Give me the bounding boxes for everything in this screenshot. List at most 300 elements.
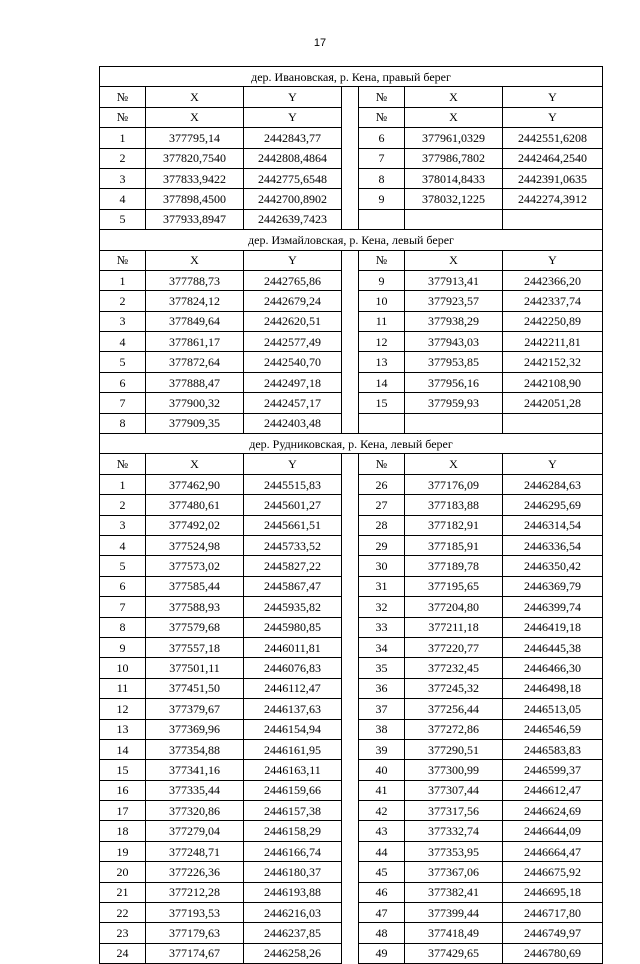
table-cell: 377585,44 (146, 576, 244, 596)
table-row (100, 760, 603, 780)
table-cell: 2446624,69 (503, 801, 603, 821)
column-gap (342, 841, 359, 861)
section-title-row (100, 67, 603, 87)
table-row (100, 699, 603, 719)
table-row (100, 882, 603, 902)
table-cell (503, 209, 603, 229)
table-cell: 377429,65 (405, 943, 503, 963)
column-gap (342, 617, 359, 637)
table-cell: 377182,91 (405, 515, 503, 535)
table-row (100, 372, 603, 392)
table-cell: 2442464,2540 (503, 148, 603, 168)
header-cell: X (146, 454, 244, 474)
table-cell: 377462,90 (146, 474, 244, 494)
header-cell: Y (244, 454, 342, 474)
table-cell: 2442108,90 (503, 372, 603, 392)
table-cell: 33 (359, 617, 405, 637)
table-row (100, 189, 603, 209)
column-gap (342, 495, 359, 515)
header-cell: Y (244, 87, 342, 107)
table-row (100, 576, 603, 596)
header-cell: Y (244, 107, 342, 127)
coordinates-table-body (100, 67, 603, 964)
column-gap (342, 148, 359, 168)
column-gap (342, 372, 359, 392)
table-cell: 2445827,22 (244, 556, 342, 576)
table-row (100, 515, 603, 535)
section-title: дер. Рудниковская, р. Кена, левый берег (100, 434, 603, 454)
table-row (100, 801, 603, 821)
table-cell: 377872,64 (146, 352, 244, 372)
table-cell: 2446216,03 (244, 903, 342, 923)
table-cell: 2 (100, 495, 146, 515)
table-cell: 2442551,6208 (503, 128, 603, 148)
table-row (100, 841, 603, 861)
table-cell: 3 (100, 168, 146, 188)
table-cell: 2442700,8902 (244, 189, 342, 209)
table-cell: 377379,67 (146, 699, 244, 719)
table-cell: 377179,63 (146, 923, 244, 943)
table-row (100, 128, 603, 148)
column-gap (342, 332, 359, 352)
table-cell: 377943,03 (405, 332, 503, 352)
table-cell: 378032,1225 (405, 189, 503, 209)
table-cell: 2445601,27 (244, 495, 342, 515)
table-cell: 2442152,32 (503, 352, 603, 372)
table-cell: 2442497,18 (244, 372, 342, 392)
table-cell: 29 (359, 535, 405, 555)
column-gap (342, 107, 359, 127)
table-cell: 9 (359, 270, 405, 290)
table-row (100, 332, 603, 352)
table-cell: 2442403,48 (244, 413, 342, 433)
table-cell: 44 (359, 841, 405, 861)
table-cell: 8 (100, 617, 146, 637)
table-cell: 2442843,77 (244, 128, 342, 148)
table-cell: 2442366,20 (503, 270, 603, 290)
table-cell: 378014,8433 (405, 168, 503, 188)
table-cell: 2446664,47 (503, 841, 603, 861)
header-cell: X (405, 454, 503, 474)
table-cell: 14 (100, 739, 146, 759)
table-cell: 21 (100, 882, 146, 902)
table-cell: 377185,91 (405, 535, 503, 555)
table-cell: 3 (100, 515, 146, 535)
table-row (100, 535, 603, 555)
table-row (100, 678, 603, 698)
table-cell: 377953,85 (405, 352, 503, 372)
table-row (100, 780, 603, 800)
header-row (100, 107, 603, 127)
table-cell: 377290,51 (405, 739, 503, 759)
table-cell: 377226,36 (146, 862, 244, 882)
table-cell: 2446237,85 (244, 923, 342, 943)
table-cell: 11 (359, 311, 405, 331)
table-cell: 2446675,92 (503, 862, 603, 882)
table-row (100, 637, 603, 657)
table-cell: 377795,14 (146, 128, 244, 148)
table-row (100, 311, 603, 331)
column-gap (342, 168, 359, 188)
table-cell: 36 (359, 678, 405, 698)
column-gap (342, 780, 359, 800)
table-cell (405, 209, 503, 229)
table-cell: 377354,88 (146, 739, 244, 759)
table-cell: 377204,80 (405, 597, 503, 617)
table-cell: 377300,99 (405, 760, 503, 780)
table-cell: 2445980,85 (244, 617, 342, 637)
header-cell: № (359, 454, 405, 474)
column-gap (342, 903, 359, 923)
column-gap (342, 393, 359, 413)
table-cell: 2 (100, 148, 146, 168)
table-cell: 49 (359, 943, 405, 963)
table-cell: 2445733,52 (244, 535, 342, 555)
table-cell: 15 (359, 393, 405, 413)
section-title: дер. Ивановская, р. Кена, правый берег (100, 67, 603, 87)
table-cell: 2445515,83 (244, 474, 342, 494)
table-cell: 377195,65 (405, 576, 503, 596)
column-gap (342, 291, 359, 311)
column-gap (342, 637, 359, 657)
table-cell: 377183,88 (405, 495, 503, 515)
table-cell: 22 (100, 903, 146, 923)
table-cell: 377938,29 (405, 311, 503, 331)
table-cell: 8 (100, 413, 146, 433)
table-cell: 377888,47 (146, 372, 244, 392)
table-cell: 377399,44 (405, 903, 503, 923)
table-cell: 377451,50 (146, 678, 244, 698)
column-gap (342, 270, 359, 290)
section-title-row (100, 434, 603, 454)
header-cell: № (100, 87, 146, 107)
table-cell: 377524,98 (146, 535, 244, 555)
table-cell: 377176,09 (405, 474, 503, 494)
column-gap (342, 515, 359, 535)
table-cell: 377211,18 (405, 617, 503, 637)
column-gap (342, 658, 359, 678)
table-cell: 2446780,69 (503, 943, 603, 963)
table-cell: 9 (100, 637, 146, 657)
table-cell: 2442391,0635 (503, 168, 603, 188)
table-cell: 377369,96 (146, 719, 244, 739)
table-cell: 2446157,38 (244, 801, 342, 821)
table-cell: 7 (100, 597, 146, 617)
table-cell: 48 (359, 923, 405, 943)
column-gap (342, 556, 359, 576)
table-cell: 26 (359, 474, 405, 494)
column-gap (342, 923, 359, 943)
table-cell: 2442620,51 (244, 311, 342, 331)
table-cell: 5 (100, 209, 146, 229)
table-cell: 18 (100, 821, 146, 841)
table-cell: 377900,32 (146, 393, 244, 413)
table-cell: 38 (359, 719, 405, 739)
header-cell: № (100, 250, 146, 270)
table-cell: 28 (359, 515, 405, 535)
table-row (100, 393, 603, 413)
column-gap (342, 454, 359, 474)
table-row (100, 168, 603, 188)
table-cell: 377232,45 (405, 658, 503, 678)
table-cell: 2442577,49 (244, 332, 342, 352)
column-gap (342, 678, 359, 698)
table-cell: 377898,4500 (146, 189, 244, 209)
table-cell: 2446137,63 (244, 699, 342, 719)
table-cell: 24 (100, 943, 146, 963)
table-cell: 2446159,66 (244, 780, 342, 800)
table-cell: 2442540,70 (244, 352, 342, 372)
table-cell: 42 (359, 801, 405, 821)
table-cell: 5 (100, 556, 146, 576)
table-cell: 9 (359, 189, 405, 209)
table-cell (359, 209, 405, 229)
table-cell: 4 (100, 332, 146, 352)
table-cell: 2446498,18 (503, 678, 603, 698)
table-cell: 2442457,17 (244, 393, 342, 413)
table-cell: 377501,11 (146, 658, 244, 678)
table-row (100, 291, 603, 311)
table-cell: 2442337,74 (503, 291, 603, 311)
table-cell: 377193,53 (146, 903, 244, 923)
table-row (100, 413, 603, 433)
table-cell: 377824,12 (146, 291, 244, 311)
table-cell: 41 (359, 780, 405, 800)
table-cell: 12 (100, 699, 146, 719)
header-row (100, 87, 603, 107)
table-cell: 377573,02 (146, 556, 244, 576)
header-cell: № (100, 107, 146, 127)
column-gap (342, 413, 359, 433)
table-cell: 2446166,74 (244, 841, 342, 861)
column-gap (342, 87, 359, 107)
column-gap (342, 862, 359, 882)
table-cell: 2442250,89 (503, 311, 603, 331)
table-cell: 2445935,82 (244, 597, 342, 617)
table-cell: 2446154,94 (244, 719, 342, 739)
table-cell: 377861,17 (146, 332, 244, 352)
section-title-row (100, 230, 603, 250)
column-gap (342, 821, 359, 841)
table-cell: 2446258,26 (244, 943, 342, 963)
table-row (100, 597, 603, 617)
table-cell: 2446011,81 (244, 637, 342, 657)
table-cell: 2446295,69 (503, 495, 603, 515)
header-cell: № (359, 87, 405, 107)
header-row (100, 454, 603, 474)
table-row (100, 617, 603, 637)
table-row (100, 658, 603, 678)
table-cell: 8 (359, 168, 405, 188)
column-gap (342, 535, 359, 555)
table-cell: 377418,49 (405, 923, 503, 943)
table-row (100, 474, 603, 494)
table-cell: 2442211,81 (503, 332, 603, 352)
section-title: дер. Измайловская, р. Кена, левый берег (100, 230, 603, 250)
table-row (100, 943, 603, 963)
table-cell: 377959,93 (405, 393, 503, 413)
table-cell: 6 (359, 128, 405, 148)
header-cell: Y (503, 250, 603, 270)
table-cell: 10 (100, 658, 146, 678)
table-cell: 377256,44 (405, 699, 503, 719)
header-cell: X (146, 87, 244, 107)
table-cell: 2446419,18 (503, 617, 603, 637)
table-row (100, 903, 603, 923)
page-number: 17 (313, 37, 327, 49)
table-cell: 2446513,05 (503, 699, 603, 719)
table-cell: 12 (359, 332, 405, 352)
table-cell: 377588,93 (146, 597, 244, 617)
table-cell: 4 (100, 189, 146, 209)
table-cell: 377788,73 (146, 270, 244, 290)
table-cell: 43 (359, 821, 405, 841)
column-gap (342, 352, 359, 372)
table-cell: 39 (359, 739, 405, 759)
table-cell: 14 (359, 372, 405, 392)
table-row (100, 923, 603, 943)
table-cell: 2 (100, 291, 146, 311)
table-cell: 377189,78 (405, 556, 503, 576)
table-cell: 2442679,24 (244, 291, 342, 311)
table-cell: 10 (359, 291, 405, 311)
column-gap (342, 760, 359, 780)
table-cell: 377492,02 (146, 515, 244, 535)
table-cell: 377335,44 (146, 780, 244, 800)
column-gap (342, 189, 359, 209)
table-row (100, 495, 603, 515)
column-gap (342, 474, 359, 494)
table-cell: 11 (100, 678, 146, 698)
table-cell: 2442639,7423 (244, 209, 342, 229)
table-cell: 377320,86 (146, 801, 244, 821)
table-cell: 377480,61 (146, 495, 244, 515)
table-cell: 32 (359, 597, 405, 617)
column-gap (342, 739, 359, 759)
column-gap (342, 699, 359, 719)
header-row (100, 250, 603, 270)
table-cell: 377279,04 (146, 821, 244, 841)
header-cell: № (100, 454, 146, 474)
header-cell: Y (503, 454, 603, 474)
table-cell: 4 (100, 535, 146, 555)
table-cell: 47 (359, 903, 405, 923)
table-cell: 31 (359, 576, 405, 596)
table-cell: 27 (359, 495, 405, 515)
table-cell: 2445867,47 (244, 576, 342, 596)
table-cell: 34 (359, 637, 405, 657)
table-row (100, 270, 603, 290)
header-cell: Y (503, 107, 603, 127)
header-cell: № (359, 250, 405, 270)
table-cell: 377341,16 (146, 760, 244, 780)
table-cell: 2446161,95 (244, 739, 342, 759)
table-cell: 13 (359, 352, 405, 372)
table-cell: 377579,68 (146, 617, 244, 637)
table-cell: 2442808,4864 (244, 148, 342, 168)
table-cell: 3 (100, 311, 146, 331)
coordinates-table (99, 66, 603, 964)
table-cell: 2446583,83 (503, 739, 603, 759)
table-cell: 377272,86 (405, 719, 503, 739)
table-cell: 2442765,86 (244, 270, 342, 290)
header-cell: X (146, 250, 244, 270)
table-cell: 45 (359, 862, 405, 882)
table-cell: 23 (100, 923, 146, 943)
table-cell: 15 (100, 760, 146, 780)
table-cell: 2446399,74 (503, 597, 603, 617)
table-cell: 2446695,18 (503, 882, 603, 902)
table-cell: 2446314,54 (503, 515, 603, 535)
header-cell: X (146, 107, 244, 127)
table-cell: 377248,71 (146, 841, 244, 861)
column-gap (342, 943, 359, 963)
column-gap (342, 719, 359, 739)
table-cell: 30 (359, 556, 405, 576)
table-cell: 2446163,11 (244, 760, 342, 780)
table-cell: 377353,95 (405, 841, 503, 861)
table-cell: 20 (100, 862, 146, 882)
table-cell: 7 (100, 393, 146, 413)
table-cell: 46 (359, 882, 405, 902)
table-row (100, 556, 603, 576)
table-row (100, 862, 603, 882)
table-cell: 2446546,59 (503, 719, 603, 739)
table-cell: 2446644,09 (503, 821, 603, 841)
table-cell: 17 (100, 801, 146, 821)
table-cell: 2446076,83 (244, 658, 342, 678)
table-cell: 377923,57 (405, 291, 503, 311)
table-cell: 37 (359, 699, 405, 719)
table-cell: 35 (359, 658, 405, 678)
table-cell: 5 (100, 352, 146, 372)
table-cell: 377833,9422 (146, 168, 244, 188)
table-cell: 2446717,80 (503, 903, 603, 923)
table-cell: 377909,35 (146, 413, 244, 433)
table-cell: 2446284,63 (503, 474, 603, 494)
table-row (100, 821, 603, 841)
table-cell: 377332,74 (405, 821, 503, 841)
table-cell: 2446350,42 (503, 556, 603, 576)
table-cell: 377913,41 (405, 270, 503, 290)
table-cell: 377174,67 (146, 943, 244, 963)
table-cell: 377307,44 (405, 780, 503, 800)
table-cell (359, 413, 405, 433)
table-row (100, 739, 603, 759)
table-cell: 6 (100, 372, 146, 392)
header-cell: X (405, 107, 503, 127)
table-row (100, 209, 603, 229)
table-cell: 2446599,37 (503, 760, 603, 780)
table-cell: 2442051,28 (503, 393, 603, 413)
table-cell: 40 (359, 760, 405, 780)
table-cell: 19 (100, 841, 146, 861)
table-cell: 2445661,51 (244, 515, 342, 535)
table-cell: 2446193,88 (244, 882, 342, 902)
table-cell: 2446158,29 (244, 821, 342, 841)
table-cell: 2446749,97 (503, 923, 603, 943)
table-cell: 2446445,38 (503, 637, 603, 657)
column-gap (342, 801, 359, 821)
table-cell: 377212,28 (146, 882, 244, 902)
table-cell: 16 (100, 780, 146, 800)
table-cell: 2446336,54 (503, 535, 603, 555)
table-cell (405, 413, 503, 433)
table-row (100, 148, 603, 168)
header-cell: X (405, 87, 503, 107)
table-cell: 377245,32 (405, 678, 503, 698)
table-cell: 7 (359, 148, 405, 168)
